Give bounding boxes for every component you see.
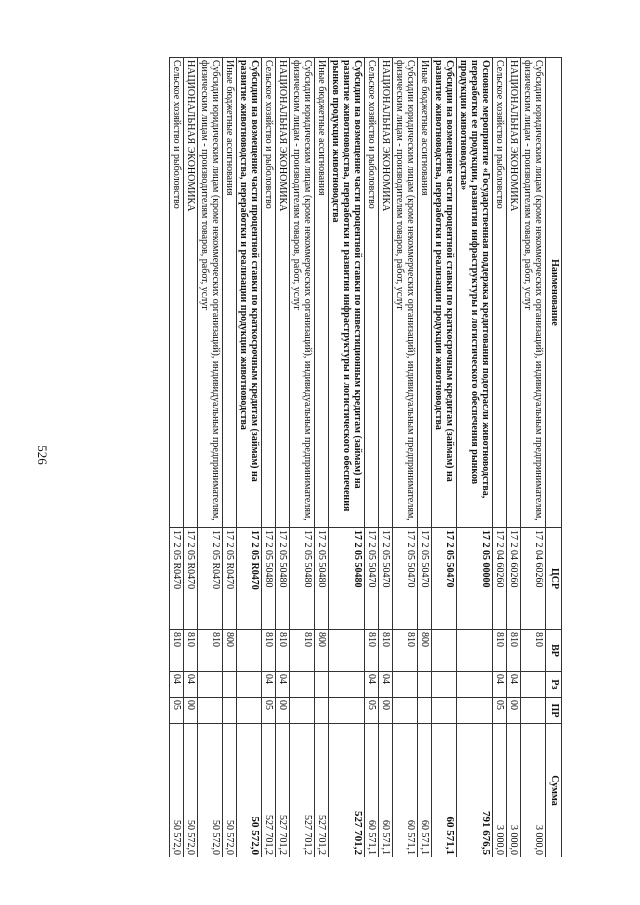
cell-vr: 810: [184, 630, 198, 672]
cell-csr: 17 2 04 60260: [507, 528, 521, 630]
cell-csr: 17 2 05 R0470: [198, 528, 223, 630]
table-row: [184, 58, 198, 858]
cell-pr: [237, 698, 262, 724]
cell-vr: 810: [393, 630, 418, 672]
cell-pr: 00: [379, 698, 393, 724]
cell-csr: 17 2 05 50480: [262, 528, 276, 630]
cell-csr: 17 2 05 50470: [393, 528, 418, 630]
cell-name: Субсидии юридическим лицам (кроме некоммерческих организаций), индивидуальным предпринимателям, физическим лицам - производителям товаров, работ, услуг: [198, 58, 223, 528]
rotated-page: [72, 57, 562, 857]
cell-pr: 00: [184, 698, 198, 724]
cell-pr: 00: [276, 698, 290, 724]
cell-rz: 04: [379, 672, 393, 698]
cell-csr: 17 2 05 00000: [457, 528, 493, 630]
table-row: [237, 58, 262, 858]
table-row: [365, 58, 379, 858]
cell-rz: [329, 672, 365, 698]
cell-name: НАЦИОНАЛЬНАЯ ЭКОНОМИКА: [507, 58, 521, 528]
cell-pr: 05: [170, 698, 184, 724]
cell-rz: [223, 672, 237, 698]
cell-rz: 04: [365, 672, 379, 698]
cell-sum: 60 571,1: [432, 724, 457, 858]
table-row: [276, 58, 290, 858]
cell-pr: [329, 698, 365, 724]
cell-rz: 04: [170, 672, 184, 698]
budget-table: [169, 57, 562, 857]
table-row: [223, 58, 237, 858]
cell-vr: 810: [276, 630, 290, 672]
page-number: 526: [35, 445, 50, 465]
table-row: [507, 58, 521, 858]
cell-rz: 04: [184, 672, 198, 698]
cell-sum: 60 571,1: [418, 724, 432, 858]
cell-vr: 800: [418, 630, 432, 672]
cell-vr: [432, 630, 457, 672]
cell-pr: [290, 698, 315, 724]
cell-sum: 527 701,2: [290, 724, 315, 858]
cell-name: Иные бюджетные ассигнования: [223, 58, 237, 528]
header-name: Наименование: [546, 58, 562, 528]
header-sum: Сумма: [546, 724, 562, 858]
cell-pr: 05: [262, 698, 276, 724]
cell-sum: 527 701,2: [315, 724, 329, 858]
cell-rz: [521, 672, 546, 698]
cell-pr: [315, 698, 329, 724]
table-row: [432, 58, 457, 858]
cell-sum: 60 571,1: [379, 724, 393, 858]
cell-rz: [315, 672, 329, 698]
cell-vr: 810: [379, 630, 393, 672]
table-row: [198, 58, 223, 858]
cell-sum: 50 572,0: [237, 724, 262, 858]
cell-vr: 800: [223, 630, 237, 672]
cell-sum: 50 572,0: [184, 724, 198, 858]
cell-name: НАЦИОНАЛЬНАЯ ЭКОНОМИКА: [379, 58, 393, 528]
cell-rz: [432, 672, 457, 698]
header-pr: ПР: [546, 698, 562, 724]
cell-sum: 60 571,1: [365, 724, 379, 858]
table-row: [329, 58, 365, 858]
cell-name: Субсидии на возмещение части процентной ставки по краткосрочным кредитам (займам) на развитие животноводства, переработки и реализации продукции животноводства: [432, 58, 457, 528]
cell-csr: 17 2 05 50480: [315, 528, 329, 630]
header-csr: ЦСР: [546, 528, 562, 630]
cell-pr: [223, 698, 237, 724]
cell-csr: 17 2 05 R0470: [237, 528, 262, 630]
table-row: [379, 58, 393, 858]
cell-name: Иные бюджетные ассигнования: [315, 58, 329, 528]
cell-rz: 04: [276, 672, 290, 698]
cell-name: НАЦИОНАЛЬНАЯ ЭКОНОМИКА: [184, 58, 198, 528]
cell-rz: [237, 672, 262, 698]
cell-vr: 810: [521, 630, 546, 672]
cell-sum: 527 701,2: [262, 724, 276, 858]
cell-pr: [521, 698, 546, 724]
cell-rz: 04: [507, 672, 521, 698]
table-row: [493, 58, 507, 858]
cell-name: Субсидии на возмещение части процентной ставки по инвестиционным кредитам (займам) на развитие животноводства, переработки и развития инфраструктуры и логистического обеспечения рынков продукции животноводства: [329, 58, 365, 528]
cell-rz: 04: [493, 672, 507, 698]
table-row: [290, 58, 315, 858]
cell-pr: 05: [493, 698, 507, 724]
cell-rz: [418, 672, 432, 698]
cell-name: Субсидии на возмещение части процентной ставки по краткосрочным кредитам (займам) на развитие животноводства, переработки и реализации продукции животноводства: [237, 58, 262, 528]
cell-sum: 791 676,5: [457, 724, 493, 858]
cell-csr: 17 2 05 50480: [290, 528, 315, 630]
cell-name: Субсидии юридическим лицам (кроме некоммерческих организаций), индивидуальным предпринимателям, физическим лицам - производителям товаров, работ, услуг: [521, 58, 546, 528]
cell-csr: 17 2 05 50470: [379, 528, 393, 630]
cell-pr: 00: [507, 698, 521, 724]
cell-csr: 17 2 05 50470: [418, 528, 432, 630]
cell-rz: 04: [262, 672, 276, 698]
cell-name: Сельское хозяйство и рыболовство: [365, 58, 379, 528]
table-body: [170, 58, 546, 858]
cell-csr: 17 2 05 50480: [329, 528, 365, 630]
cell-vr: 810: [198, 630, 223, 672]
cell-sum: 3 000,0: [507, 724, 521, 858]
cell-name: Основное мероприятие «Государственная поддержка кредитования подотрасли животноводства, переработки ее продукции, развития инфраструктуры и логистического обеспечения рынков продукции животноводства»: [457, 58, 493, 528]
cell-name: Сельское хозяйство и рыболовство: [493, 58, 507, 528]
cell-csr: 17 2 05 R0470: [170, 528, 184, 630]
cell-csr: 17 2 05 50470: [365, 528, 379, 630]
table-row: [521, 58, 546, 858]
header-rz: Рз: [546, 672, 562, 698]
cell-name: Иные бюджетные ассигнования: [418, 58, 432, 528]
cell-rz: [457, 672, 493, 698]
cell-sum: 50 572,0: [223, 724, 237, 858]
table-row: [418, 58, 432, 858]
cell-vr: [457, 630, 493, 672]
cell-vr: [237, 630, 262, 672]
cell-vr: 810: [507, 630, 521, 672]
table-header: [546, 58, 562, 858]
cell-sum: 60 571,1: [393, 724, 418, 858]
cell-name: Сельское хозяйство и рыболовство: [262, 58, 276, 528]
cell-rz: [198, 672, 223, 698]
cell-sum: 3 000,0: [521, 724, 546, 858]
cell-sum: 527 701,2: [329, 724, 365, 858]
cell-name: Субсидии юридическим лицам (кроме некоммерческих организаций), индивидуальным предпринимателям, физическим лицам - производителям товаров, работ, услуг: [393, 58, 418, 528]
cell-pr: [457, 698, 493, 724]
table-row: [393, 58, 418, 858]
cell-vr: 810: [290, 630, 315, 672]
cell-vr: 810: [493, 630, 507, 672]
cell-vr: [329, 630, 365, 672]
cell-vr: 810: [365, 630, 379, 672]
cell-csr: 17 2 05 50480: [276, 528, 290, 630]
cell-pr: [418, 698, 432, 724]
cell-pr: [198, 698, 223, 724]
cell-csr: 17 2 05 R0470: [223, 528, 237, 630]
cell-csr: 17 2 04 60260: [493, 528, 507, 630]
cell-pr: [432, 698, 457, 724]
table-row: [262, 58, 276, 858]
cell-pr: 05: [365, 698, 379, 724]
cell-vr: 800: [315, 630, 329, 672]
cell-name: Субсидии юридическим лицам (кроме некоммерческих организаций), индивидуальным предпринимателям, физическим лицам - производителям товаров, работ, услуг: [290, 58, 315, 528]
cell-pr: [393, 698, 418, 724]
table-row: [170, 58, 184, 858]
cell-sum: 50 572,0: [170, 724, 184, 858]
cell-rz: [290, 672, 315, 698]
cell-vr: 810: [262, 630, 276, 672]
cell-name: НАЦИОНАЛЬНАЯ ЭКОНОМИКА: [276, 58, 290, 528]
cell-name: Сельское хозяйство и рыболовство: [170, 58, 184, 528]
table-viewport: [72, 57, 562, 857]
cell-csr: 17 2 05 50470: [432, 528, 457, 630]
cell-sum: 3 000,0: [493, 724, 507, 858]
cell-vr: 810: [170, 630, 184, 672]
cell-rz: [393, 672, 418, 698]
header-vr: ВР: [546, 630, 562, 672]
cell-sum: 50 572,0: [198, 724, 223, 858]
cell-csr: 17 2 04 60260: [521, 528, 546, 630]
cell-csr: 17 2 05 R0470: [184, 528, 198, 630]
table-row: [457, 58, 493, 858]
cell-sum: 527 701,2: [276, 724, 290, 858]
table-row: [315, 58, 329, 858]
